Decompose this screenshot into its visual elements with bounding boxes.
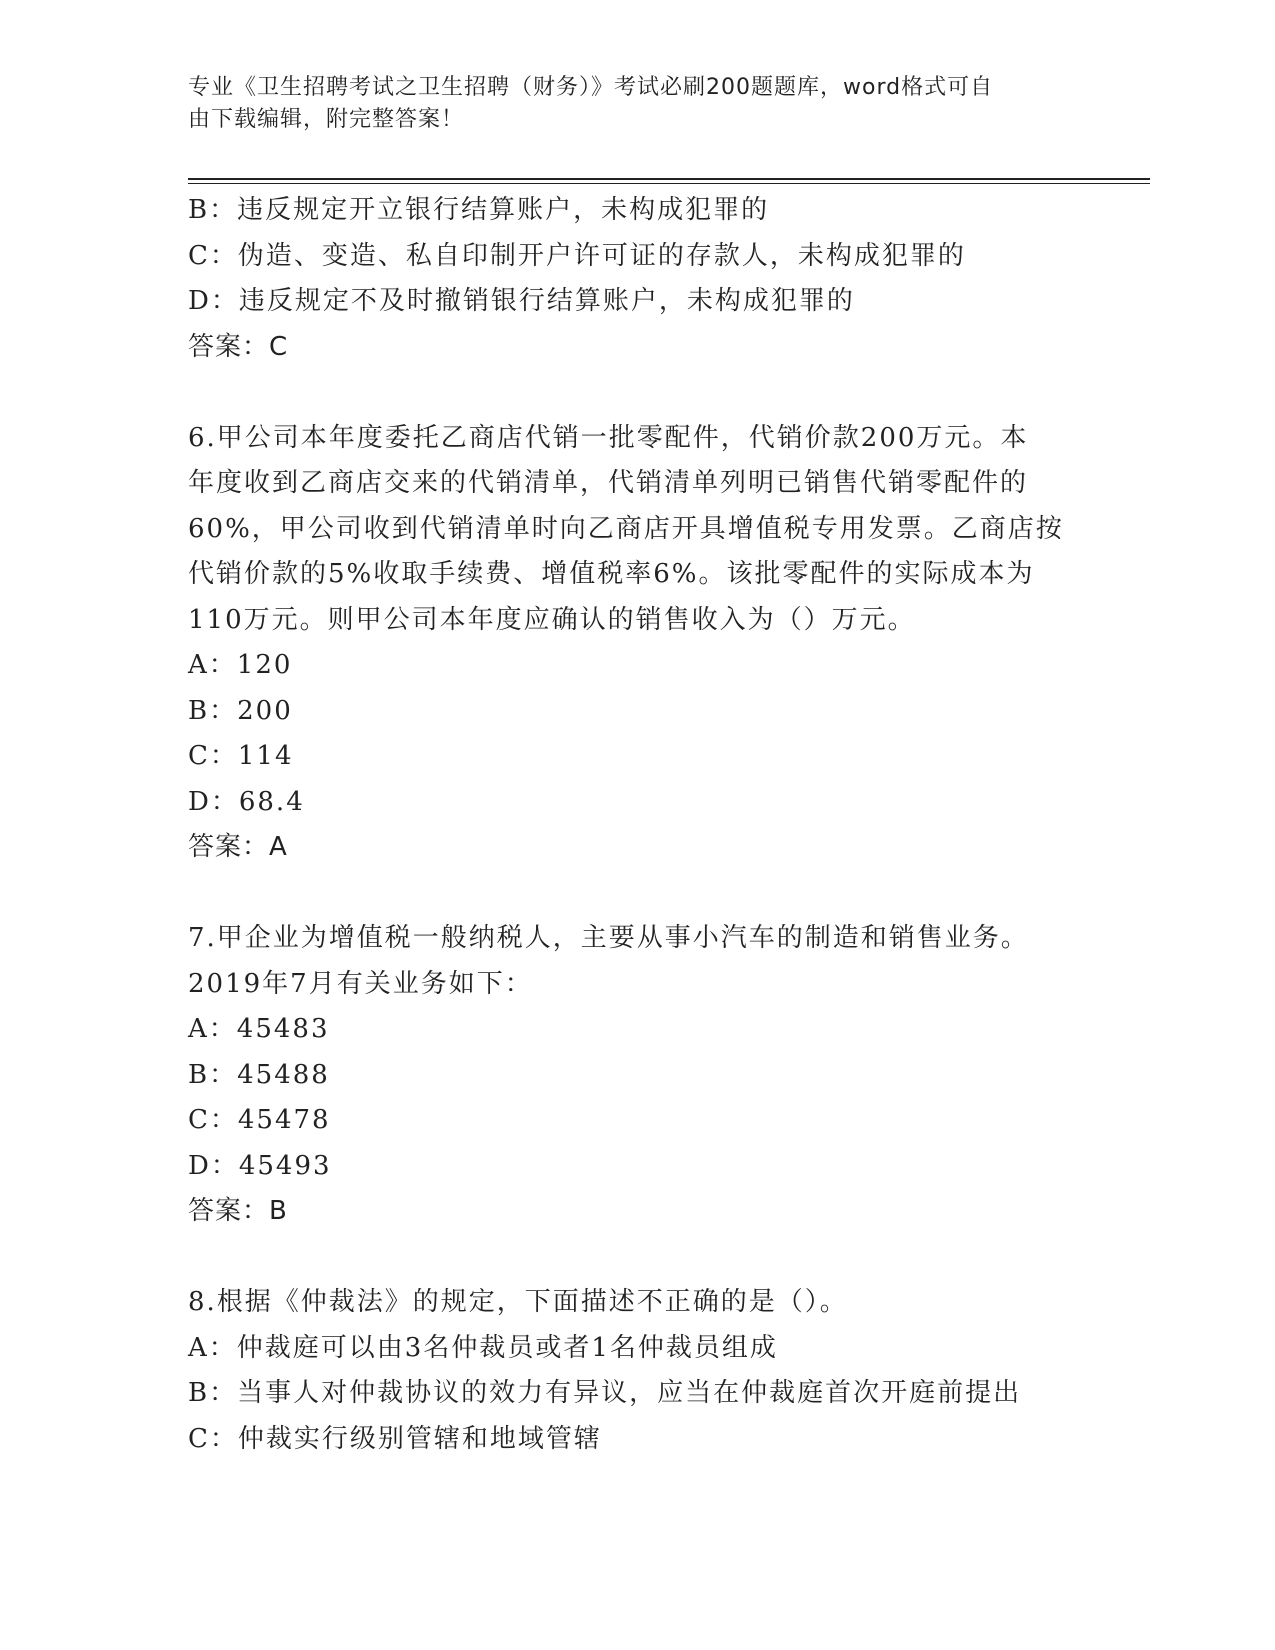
option-c: C：114 [188, 741, 294, 771]
option-a: A：45483 [188, 1014, 330, 1044]
option-a: A：120 [188, 650, 293, 680]
question-text-line: 年度收到乙商店交来的代销清单，代销清单列明已销售代销零配件的 [188, 468, 1029, 498]
question-6 [188, 416, 1078, 871]
question-text-line: 代销价款的5%收取手续费、增值税率6%。该批零配件的实际成本为 [188, 559, 1035, 589]
option-d: D：45493 [188, 1150, 332, 1181]
document-header [188, 72, 1088, 136]
header-rule-thick [188, 178, 1150, 180]
document-body [188, 188, 1078, 1462]
answer-line: 答案：C [188, 331, 289, 362]
question-text-line: 7.甲企业为增值税一般纳税人，主要从事小汽车的制造和销售业务。 [188, 923, 1029, 953]
question-text-line: 6.甲公司本年度委托乙商店代销一批零配件，代销价款200万元。本 [188, 422, 1029, 453]
question-text-line: 110万元。则甲公司本年度应确认的销售收入为（）万元。 [188, 604, 916, 635]
header-line-1: 专业《卫生招聘考试之卫生招聘（财务）》考试必刷200题题库，word格式可自 [188, 75, 994, 100]
question-7 [188, 916, 1078, 1235]
option-b: B：违反规定开立银行结算账户，未构成犯罪的 [188, 195, 770, 225]
answer-line: 答案：B [188, 1196, 288, 1226]
option-b: B：45488 [188, 1059, 330, 1090]
question-prev [188, 188, 1078, 370]
option-d: D：68.4 [188, 786, 305, 817]
option-b: B：当事人对仲裁协议的效力有异议，应当在仲裁庭首次开庭前提出 [188, 1378, 1022, 1408]
option-b: B：200 [188, 695, 293, 726]
header-rule-thin [188, 183, 1150, 184]
question-8 [188, 1280, 1078, 1462]
option-c: C：伪造、变造、私自印制开户许可证的存款人，未构成犯罪的 [188, 240, 966, 271]
header-line-2: 由下载编辑，附完整答案！ [188, 107, 465, 132]
question-text-line: 60%，甲公司收到代销清单时向乙商店开具增值税专用发票。乙商店按 [188, 513, 1064, 544]
option-c: C：仲裁实行级别管辖和地域管辖 [188, 1423, 602, 1454]
spacer [188, 1235, 1078, 1281]
option-d: D：违反规定不及时撤销银行结算账户，未构成犯罪的 [188, 286, 855, 316]
option-c: C：45478 [188, 1105, 331, 1135]
question-text-line: 8.根据《仲裁法》的规定，下面描述不正确的是（）。 [188, 1287, 848, 1317]
answer-line: 答案：A [188, 832, 288, 862]
option-a: A：仲裁庭可以由3名仲裁员或者1名仲裁员组成 [188, 1332, 778, 1363]
spacer [188, 871, 1078, 917]
question-text-line: 2019年7月有关业务如下： [188, 968, 533, 999]
spacer [188, 370, 1078, 416]
